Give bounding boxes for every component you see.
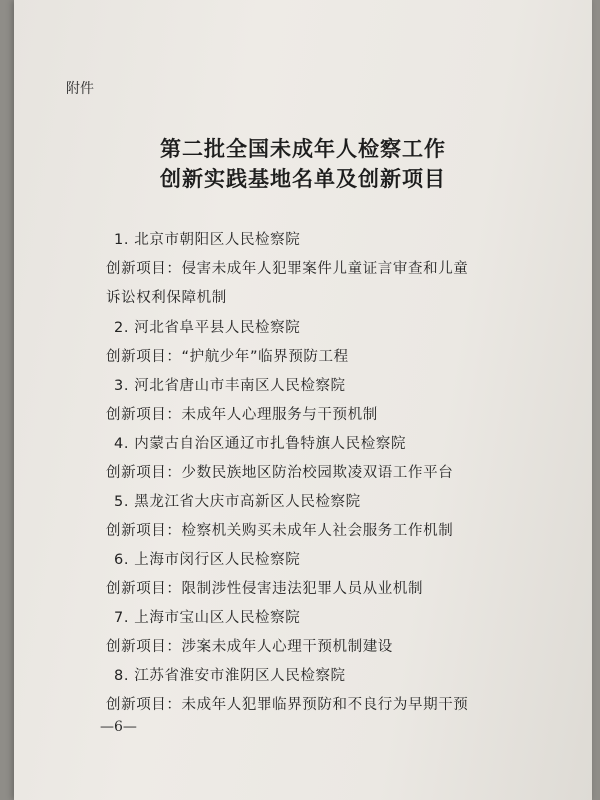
item-6-desc: 创新项目：限制涉性侵害违法犯罪人员从业机制 bbox=[106, 581, 424, 597]
document-title-line-1: 第二批全国未成年人检察工作 bbox=[160, 136, 446, 161]
document-page bbox=[14, 0, 592, 800]
item-4-desc: 创新项目：少数民族地区防治校园欺凌双语工作平台 bbox=[106, 465, 454, 481]
item-7-desc: 创新项目：涉案未成年人心理干预机制建设 bbox=[106, 639, 393, 655]
item-1-desc-cont: 诉讼权利保障机制 bbox=[106, 290, 227, 306]
item-1-title: 1. 北京市朝阳区人民检察院 bbox=[114, 232, 301, 248]
item-2-desc: 创新项目：“护航少年”临界预防工程 bbox=[106, 349, 349, 365]
item-8-desc: 创新项目：未成年人犯罪临界预防和不良行为早期干预 bbox=[106, 697, 469, 713]
item-6-title: 6. 上海市闵行区人民检察院 bbox=[114, 552, 301, 568]
item-3-desc: 创新项目：未成年人心理服务与干预机制 bbox=[106, 407, 378, 423]
item-1-desc: 创新项目：侵害未成年人犯罪案件儿童证言审查和儿童 bbox=[106, 261, 469, 277]
item-2-title: 2. 河北省阜平县人民检察院 bbox=[114, 320, 301, 336]
item-4-title: 4. 内蒙古自治区通辽市扎鲁特旗人民检察院 bbox=[114, 436, 407, 452]
item-7-title: 7. 上海市宝山区人民检察院 bbox=[114, 610, 301, 626]
item-5-desc: 创新项目：检察机关购买未成年人社会服务工作机制 bbox=[106, 523, 454, 539]
attachment-label: 附件 bbox=[66, 81, 94, 97]
item-8-title: 8. 江苏省淮安市淮阴区人民检察院 bbox=[114, 668, 346, 684]
document-title-line-2: 创新实践基地名单及创新项目 bbox=[160, 166, 446, 191]
item-3-title: 3. 河北省唐山市丰南区人民检察院 bbox=[114, 378, 346, 394]
item-5-title: 5. 黑龙江省大庆市高新区人民检察院 bbox=[114, 494, 361, 510]
page-number: —6— bbox=[100, 719, 137, 735]
